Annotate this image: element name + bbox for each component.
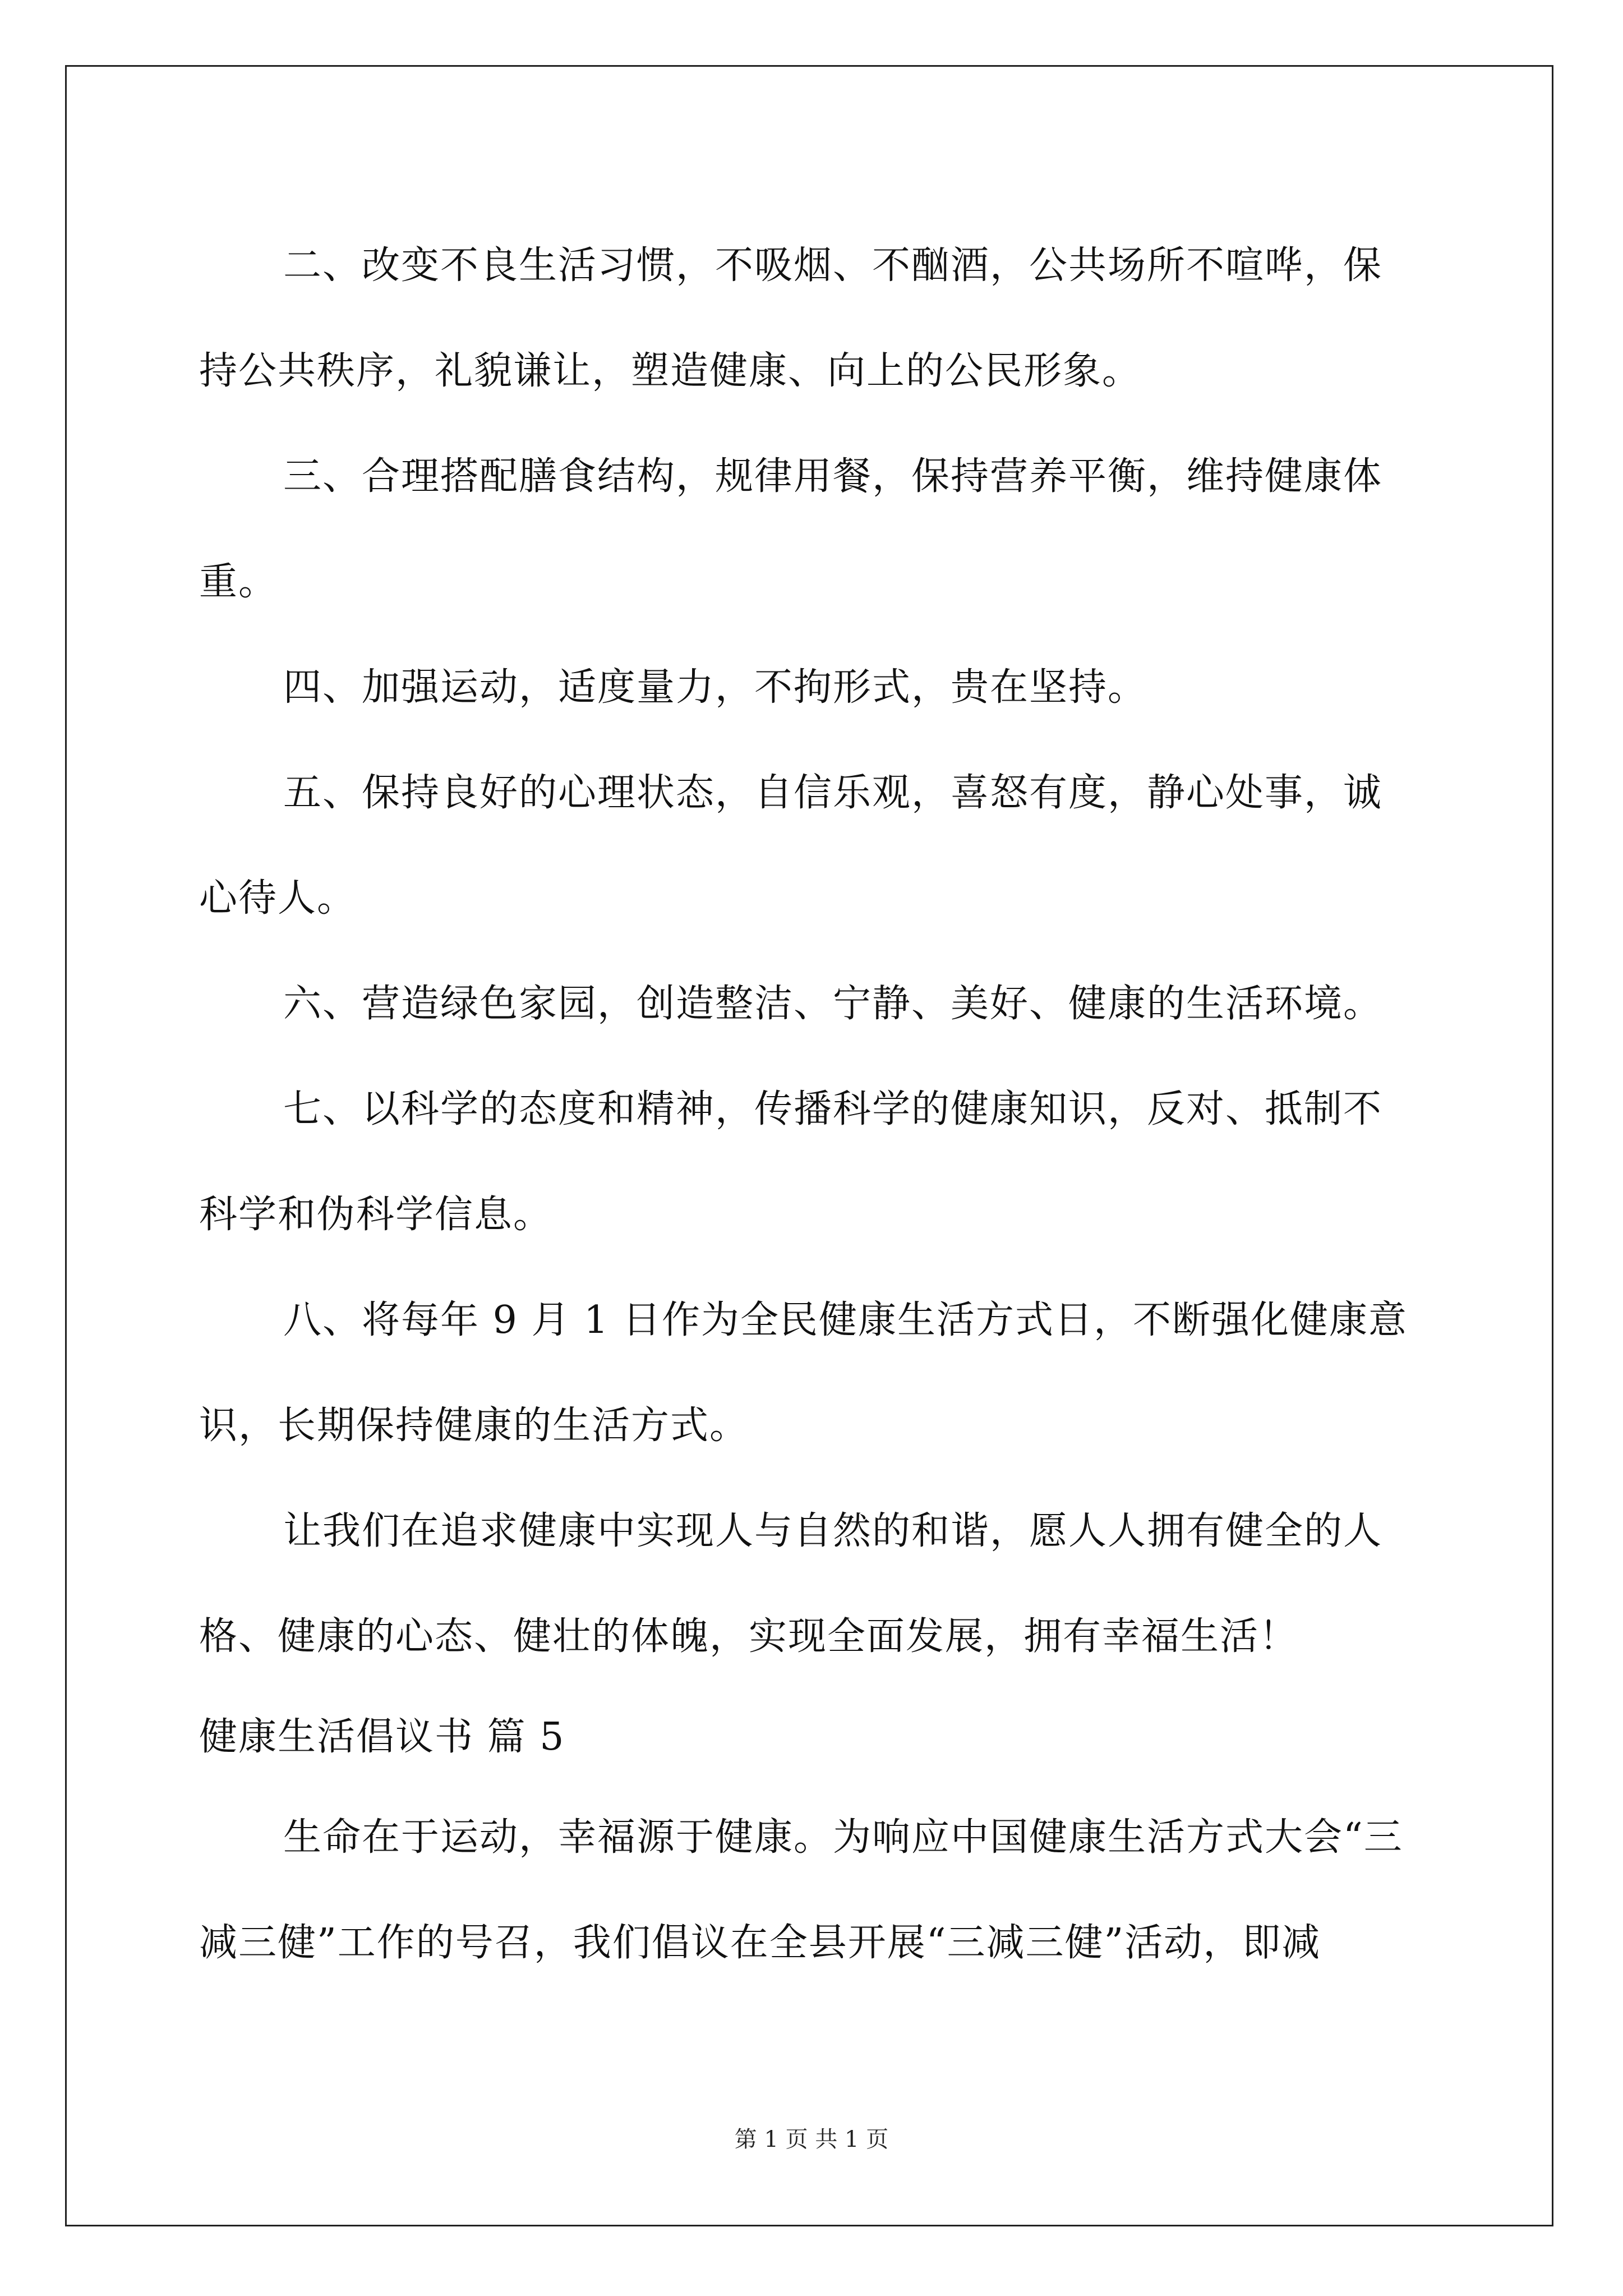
document-body (199, 213, 1433, 1996)
paragraph-item-6 (199, 951, 1433, 1057)
paragraph-line: 三、合理搭配膳食结构，规律用餐，保持营养平衡，维持健康体 (283, 454, 1383, 499)
paragraph-item-8 (199, 1268, 1433, 1479)
section-heading: 健康生活倡议书 篇 5 (199, 1715, 565, 1759)
page-footer: 第 1 页 共 1 页 (734, 2127, 889, 2152)
paragraph-line: 减三健”工作的号召，我们倡议在全县开展“三减三健”活动，即减 (199, 1921, 1321, 1965)
paragraph-line: 五、保持良好的心理状态，自信乐观，喜怒有度，静心处事，诚 (283, 771, 1383, 815)
closing-paragraph (199, 1479, 1433, 1690)
paragraph-item-5 (199, 740, 1433, 951)
paragraph-line: 识，长期保持健康的生活方式。 (199, 1404, 749, 1448)
paragraph-item-4 (199, 635, 1433, 740)
paragraph-line: 二、改变不良生活习惯，不吸烟、不酗酒，公共场所不喧哗，保 (283, 243, 1383, 288)
paragraph-line: 让我们在追求健康中实现人与自然的和谐，愿人人拥有健全的人 (283, 1509, 1383, 1553)
paragraph-line: 科学和伪科学信息。 (199, 1193, 553, 1237)
paragraph-line: 七、以科学的态度和精神，传播科学的健康知识，反对、抵制不 (283, 1087, 1383, 1131)
section-paragraph (199, 1785, 1433, 1996)
paragraph-line: 生命在于运动，幸福源于健康。为响应中国健康生活方式大会“三 (283, 1815, 1403, 1860)
paragraph-line: 四、加强运动，适度量力，不拘形式，贵在坚持。 (283, 665, 1147, 710)
paragraph-line: 八、将每年 9 月 1 日作为全民健康生活方式日，不断强化健康意 (283, 1298, 1408, 1342)
paragraph-line: 格、健康的心态、健壮的体魄，实现全面发展，拥有幸福生活！ (199, 1614, 1299, 1659)
paragraph-item-3 (199, 424, 1433, 635)
paragraph-line: 持公共秩序，礼貌谦让，塑造健康、向上的公民形象。 (199, 349, 1142, 393)
paragraph-item-7 (199, 1057, 1433, 1268)
paragraph-line: 重。 (199, 560, 278, 604)
paragraph-item-2 (199, 213, 1433, 424)
paragraph-line: 心待人。 (199, 876, 357, 921)
paragraph-line: 六、营造绿色家园，创造整洁、宁静、美好、健康的生活环境。 (283, 982, 1383, 1026)
